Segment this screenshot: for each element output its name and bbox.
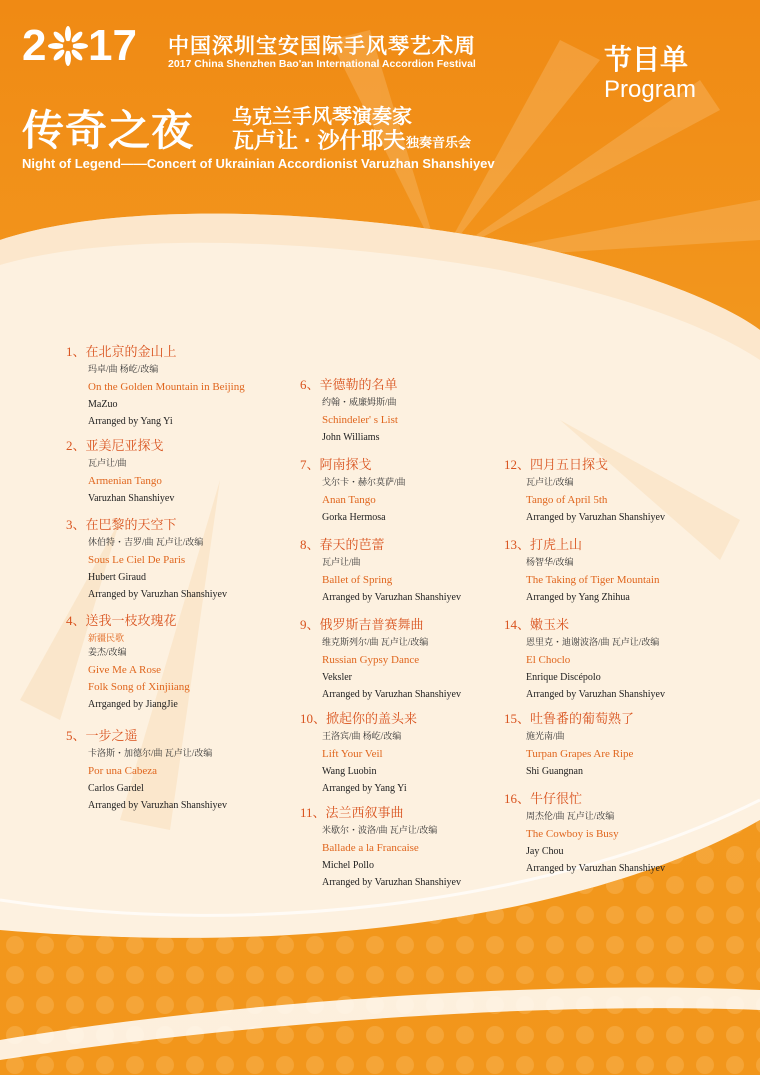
item-credit: Arranged by Yang Yi bbox=[88, 416, 173, 427]
item-title-en: Tango of April 5th bbox=[526, 494, 608, 506]
item-title-en: Schindeler' s List bbox=[322, 414, 398, 426]
program-item-16 bbox=[504, 790, 665, 876]
item-title-en: Ballade a la Francaise bbox=[322, 842, 419, 854]
item-title: 6、辛德勒的名单 bbox=[300, 377, 398, 392]
item-composer-cn: 恩里克・迪谢波洛/曲 瓦卢让/改编 bbox=[526, 637, 660, 647]
item-title-en: Ballet of Spring bbox=[322, 574, 393, 586]
concert-title-en: Night of Legend——Concert of Ukrainian Accordionist Varuzhan Shanshiyev bbox=[22, 156, 495, 171]
item-composer-cn: 瓦卢让/曲 bbox=[322, 557, 361, 567]
item-credit: Hubert Giraud bbox=[88, 572, 147, 583]
item-title-en: El Choclo bbox=[526, 654, 571, 666]
item-credit: MaZuo bbox=[88, 399, 118, 410]
program-item-8 bbox=[300, 536, 461, 605]
festival-title-en: 2017 China Shenzhen Bao'an International Accordion Festival bbox=[168, 58, 476, 70]
item-composer-cn: 杨智华/改编 bbox=[526, 557, 574, 567]
item-credit: Arranged by Yang Zhihua bbox=[526, 592, 630, 603]
item-title: 7、阿南探戈 bbox=[300, 457, 372, 472]
item-title: 16、牛仔很忙 bbox=[504, 791, 583, 806]
item-title-en: The Cowboy is Busy bbox=[526, 828, 619, 840]
year-digit-2: 2 bbox=[22, 21, 47, 70]
year-digits-17: 17 bbox=[88, 21, 137, 70]
item-title: 9、俄罗斯吉普赛舞曲 bbox=[300, 617, 424, 632]
program-item-13 bbox=[504, 536, 659, 605]
item-composer-cn: 玛卓/曲 杨屹/改编 bbox=[88, 364, 159, 374]
item-credit: Arrganged by JiangJie bbox=[88, 699, 178, 710]
item-title-en: Sous Le Ciel De Paris bbox=[88, 554, 186, 566]
program-label-en: Program bbox=[604, 76, 697, 103]
item-composer-cn: 米歇尔・波洛/曲 瓦卢让/改编 bbox=[322, 825, 438, 835]
item-composer-cn: 维克斯列尔/曲 瓦卢让/改编 bbox=[322, 637, 429, 647]
program-item-2 bbox=[66, 437, 174, 506]
item-title-en: Armenian Tango bbox=[88, 475, 162, 487]
program-item-12 bbox=[504, 456, 665, 525]
item-composer-cn: 王洛宾/曲 杨屹/改编 bbox=[322, 731, 402, 741]
item-title-en: Give Me A Rose bbox=[88, 664, 162, 676]
item-credit: Arranged by Varuzhan Shanshiyev bbox=[322, 689, 461, 700]
item-title: 4、送我一枝玫瑰花 bbox=[66, 613, 177, 628]
item-title-en: Russian Gypsy Dance bbox=[322, 654, 420, 666]
item-title: 1、在北京的金山上 bbox=[66, 344, 177, 359]
item-title: 2、亚美尼亚探戈 bbox=[66, 438, 164, 453]
item-credit: Arranged by Varuzhan Shanshiyev bbox=[322, 877, 461, 888]
item-title: 5、一步之遥 bbox=[66, 728, 138, 743]
item-composer-cn: 约翰・威廉姆斯/曲 bbox=[322, 397, 397, 407]
item-composer-cn: 瓦卢让/曲 bbox=[88, 458, 127, 468]
item-credit: Arranged by Varuzhan Shanshiyev bbox=[526, 689, 665, 700]
item-title: 3、在巴黎的天空下 bbox=[66, 517, 177, 532]
concert-title-cn: 传奇之夜 bbox=[22, 107, 195, 154]
concert-subtitle-cn-1: 乌克兰手风琴演奏家 bbox=[232, 106, 412, 128]
item-credit: Arranged by Varuzhan Shanshiyev bbox=[526, 512, 665, 523]
item-credit: Arranged by Varuzhan Shanshiyev bbox=[526, 863, 665, 874]
item-credit: Shi Guangnan bbox=[526, 766, 583, 777]
item-title: 14、嫩玉米 bbox=[504, 617, 570, 632]
program-label-cn: 节目单 bbox=[604, 44, 689, 75]
program-item-1 bbox=[66, 343, 245, 429]
item-credit: Carlos Gardel bbox=[88, 783, 144, 794]
item-composer-cn: 周杰伦/曲 瓦卢让/改编 bbox=[526, 811, 615, 821]
concert-subtitle-cn-2: 瓦卢让 · 沙什耶夫 bbox=[232, 128, 406, 153]
item-credit: Arranged by Varuzhan Shanshiyev bbox=[322, 592, 461, 603]
flower-logo-icon bbox=[48, 26, 88, 66]
program-item-5 bbox=[66, 727, 227, 813]
item-title-en: On the Golden Mountain in Beijing bbox=[88, 381, 245, 393]
item-composer-cn: 戈尔卡・赫尔莫萨/曲 bbox=[322, 477, 406, 487]
program-item-14 bbox=[504, 616, 665, 702]
item-title-en: Por una Cabeza bbox=[88, 765, 158, 777]
item-credit: Arranged by Varuzhan Shanshiyev bbox=[88, 589, 227, 600]
item-subtitle-en: Folk Song of Xinjiiang bbox=[88, 681, 190, 693]
item-title-en: Turpan Grapes Are Ripe bbox=[526, 748, 634, 760]
item-note-cn: 新疆民歌 bbox=[88, 633, 125, 643]
item-title: 13、打虎上山 bbox=[504, 537, 583, 552]
item-credit: Veksler bbox=[322, 672, 352, 683]
item-credit: Varuzhan Shanshiyev bbox=[88, 493, 175, 504]
item-composer-cn: 瓦卢让/改编 bbox=[526, 477, 574, 487]
item-title-en: Lift Your Veil bbox=[322, 748, 383, 760]
item-composer-cn: 休伯特・吉罗/曲 瓦卢让/改编 bbox=[88, 537, 204, 547]
program-item-11 bbox=[300, 804, 461, 890]
item-credit: John Williams bbox=[322, 432, 380, 443]
program-item-15 bbox=[504, 710, 634, 779]
item-title: 12、四月五日探戈 bbox=[504, 457, 609, 472]
item-title: 8、春天的芭蕾 bbox=[300, 537, 385, 552]
item-title: 10、掀起你的盖头来 bbox=[300, 711, 418, 726]
item-credit: Michel Pollo bbox=[322, 860, 374, 871]
festival-title-cn: 中国深圳宝安国际手风琴艺术周 bbox=[168, 35, 476, 58]
item-title: 11、法兰西叙事曲 bbox=[300, 805, 404, 820]
item-credit: Enrique Discépolo bbox=[526, 672, 601, 683]
program-item-6 bbox=[300, 376, 398, 445]
item-credit: Arranged by Yang Yi bbox=[322, 783, 407, 794]
item-credit: Gorka Hermosa bbox=[322, 512, 386, 523]
item-composer-cn: 姜杰/改编 bbox=[88, 647, 127, 657]
item-title: 15、吐鲁番的葡萄熟了 bbox=[504, 711, 635, 726]
item-credit: Arranged by Varuzhan Shanshiyev bbox=[88, 800, 227, 811]
item-credit: Jay Chou bbox=[526, 846, 564, 857]
item-composer-cn: 卡洛斯・加德尔/曲 瓦卢让/改编 bbox=[88, 748, 213, 758]
program-item-9 bbox=[300, 616, 461, 702]
program-item-10 bbox=[300, 710, 417, 796]
program-item-7 bbox=[300, 456, 406, 525]
item-title-en: Anan Tango bbox=[322, 494, 376, 506]
item-composer-cn: 施光南/曲 bbox=[526, 731, 565, 741]
concert-subtitle-cn-3: 独奏音乐会 bbox=[406, 135, 472, 150]
program-item-4 bbox=[66, 612, 190, 712]
item-credit: Wang Luobin bbox=[322, 766, 377, 777]
item-title-en: The Taking of Tiger Mountain bbox=[526, 574, 660, 586]
program-item-3 bbox=[66, 516, 227, 602]
